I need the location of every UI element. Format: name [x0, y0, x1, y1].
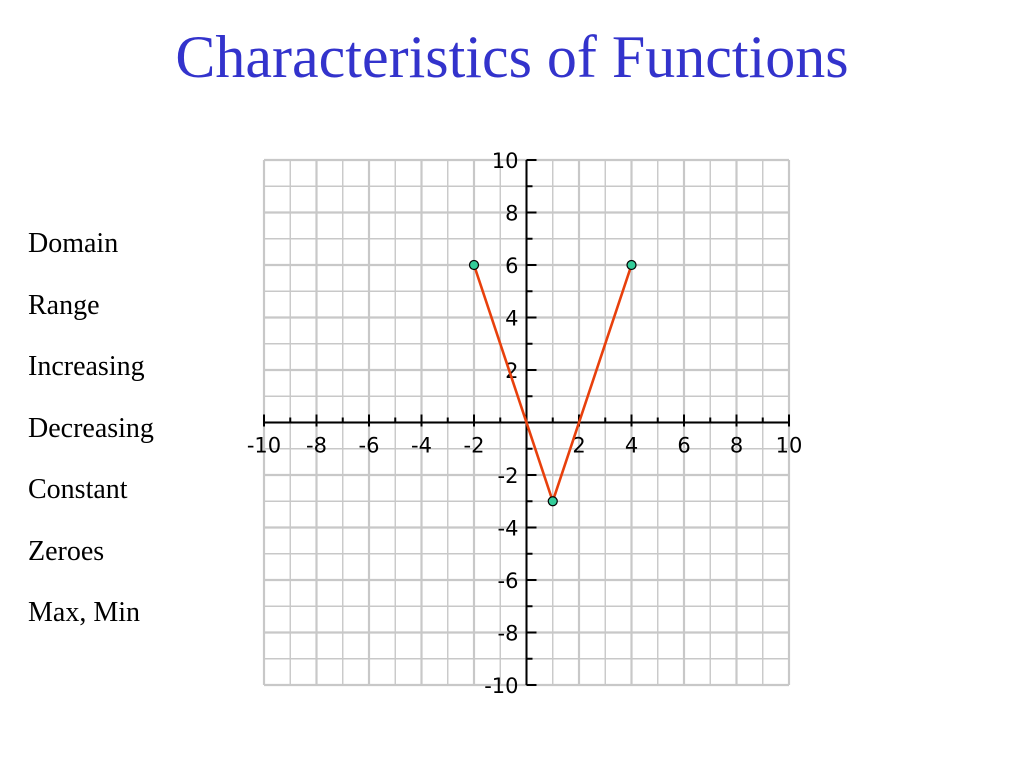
x-tick-label: -6 [358, 433, 380, 458]
y-tick-label: -4 [497, 516, 519, 541]
term-constant: Constant [28, 474, 128, 505]
term-increasing: Increasing [28, 351, 145, 382]
term-zeroes: Zeroes [28, 535, 105, 567]
y-tick-label: -8 [497, 621, 519, 646]
y-tick-label: -6 [497, 569, 519, 593]
data-point [470, 261, 479, 270]
y-tick-label: -2 [497, 464, 519, 488]
term-domain: Domain [28, 228, 119, 259]
y-tick-label: 4 [505, 306, 519, 331]
x-tick-label: 8 [729, 433, 744, 458]
y-tick-label: 10 [491, 149, 519, 173]
x-tick-label: 10 [775, 433, 803, 458]
data-point [548, 497, 557, 506]
term-range: Range [28, 289, 100, 321]
x-tick-label: -2 [463, 433, 485, 458]
y-tick-label: 2 [505, 359, 519, 383]
x-tick-label: -10 [246, 433, 282, 458]
slide-title: Characteristics of Functions [175, 24, 849, 90]
y-tick-label: 6 [505, 254, 519, 278]
x-tick-label: -4 [411, 433, 432, 458]
x-tick-label: -8 [306, 433, 327, 458]
term-decreasing: Decreasing [28, 412, 154, 444]
y-tick-label: 8 [505, 201, 519, 226]
y-tick-label: -10 [484, 674, 519, 698]
x-tick-label: 2 [572, 433, 586, 458]
x-tick-label: 6 [677, 433, 691, 458]
data-point [627, 261, 636, 270]
x-tick-label: 4 [624, 433, 639, 458]
term-max-min: Max, Min [28, 597, 140, 628]
